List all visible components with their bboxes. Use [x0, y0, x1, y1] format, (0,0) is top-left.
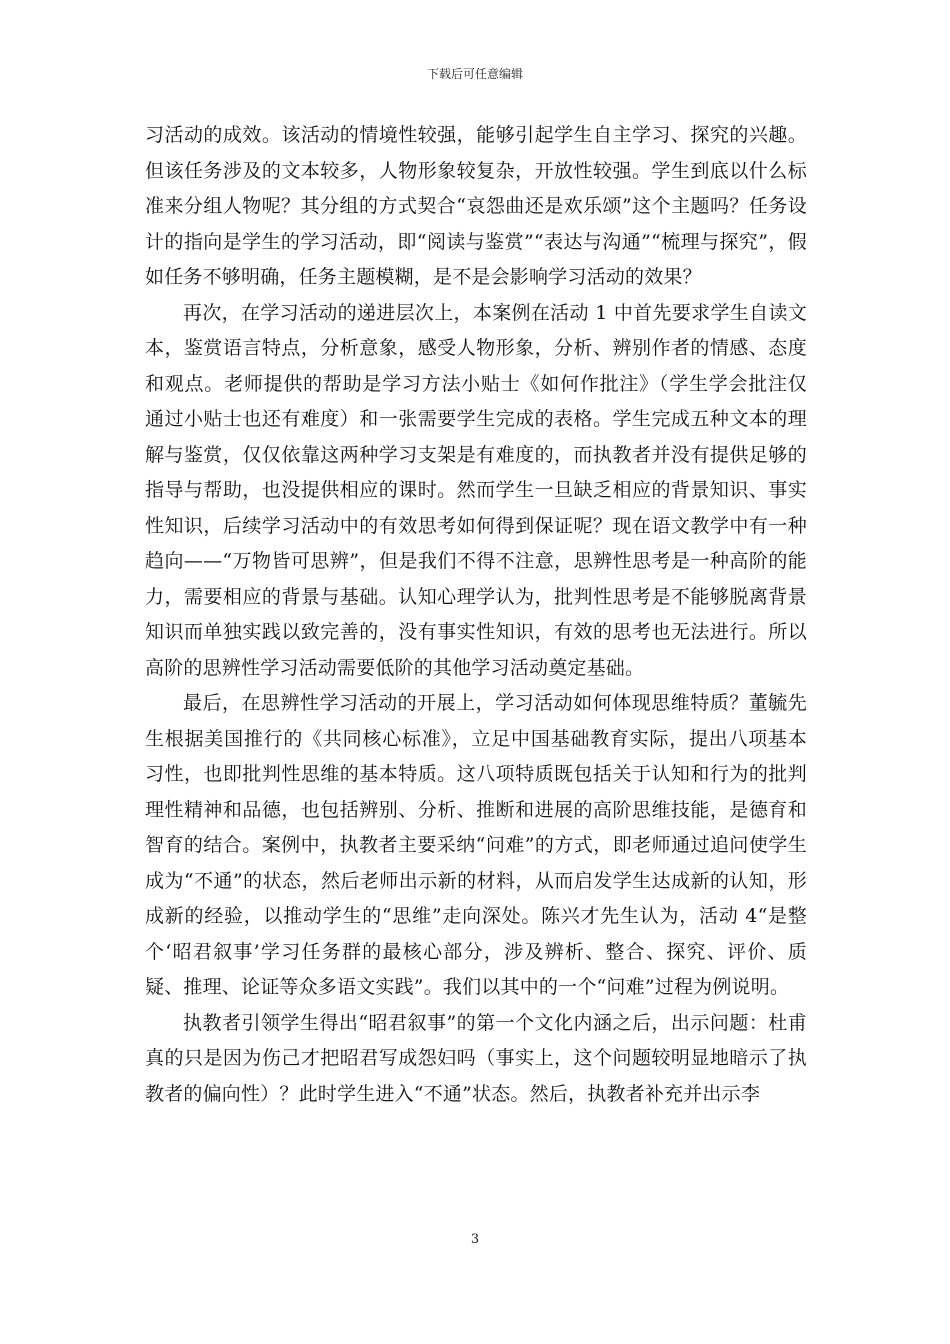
paragraph-2: 再次，在学习活动的递进层次上，本案例在活动 1 中首先要求学生自读文本，鉴赏语言特点，分析意象，感受人物形象，分析、辨别作者的情感、态度和观点。老师提供的帮助是学习方法小贴士《如何作批注》（学生学会批注仅通过小贴士也还有难度）和一张需要学生完成的表格。学生完成五种文本的理解与鉴赏，仅仅依靠这两种学习支架是有难度的，而执教者并没有提供足够的指导与帮助，也没提供相应的课时。然而学生一旦缺乏相应的背景知识、事实性知识，后续学习活动中的有效思考如何得到保证呢？现在语文教学中有一种趋向——“万物皆可思辨”，但是我们不得不注意，思辨性思考是一种高阶的能力，需要相应的背景与基础。认知心理学认为，批判性思考是不能够脱离背景知识而单独实践以致完善的，没有事实性知识，有效的思考也无法进行。所以高阶的思辨性学习活动需要低阶的其他学习活动奠定基础。 — [145, 301, 807, 679]
page-header: 下载后可任意编辑 — [426, 67, 523, 81]
page-number: 3 — [470, 1232, 480, 1247]
paragraph-4: 执教者引领学生得出“昭君叙事”的第一个文化内涵之后，出示问题：杜甫真的只是因为伤己才把昭君写成怨妇吗（事实上，这个问题较明显地暗示了执教者的偏向性）？此时学生进入“不通”状态。然后，执教者补充并出示李 — [145, 1011, 807, 1105]
paragraph-3: 最后，在思辨性学习活动的开展上，学习活动如何体现思维特质？董毓先生根据美国推行的《共同核心标准》，立足中国基础教育实际，提出八项基本习性，也即批判性思维的基本特质。这八项特质既包括关于认知和行为的批判理性精神和品德，也包括辨别、分析、推断和进展的高阶思维技能，是德育和智育的结合。案例中，执教者主要采纳“问难”的方式，即老师通过追问使学生成为“不通”的状态，然后老师出示新的材料，从而启发学生达成新的认知，形成新的经验，以推动学生的“思维”走向深处。陈兴才先生认为，活动 4“是整个‘昭君叙事’学习任务群的最核心部分，涉及辨析、整合、探究、评价、质疑、推理、论证等众多语文实践”。我们以其中的一个“问难”过程为例说明。 — [145, 692, 807, 998]
document-body — [145, 118, 807, 1112]
paragraph-1: 习活动的成效。该活动的情境性较强，能够引起学生自主学习、探究的兴趣。但该任务涉及的文本较多，人物形象较复杂，开放性较强。学生到底以什么标准来分组人物呢？其分组的方式契合“哀怨曲还是欢乐颂”这个主题吗？任务设计的指向是学生的学习活动，即“阅读与鉴赏”“表达与沟通”“梳理与探究”，假如任务不够明确，任务主题模糊，是不是会影响学习活动的效果？ — [145, 124, 807, 288]
